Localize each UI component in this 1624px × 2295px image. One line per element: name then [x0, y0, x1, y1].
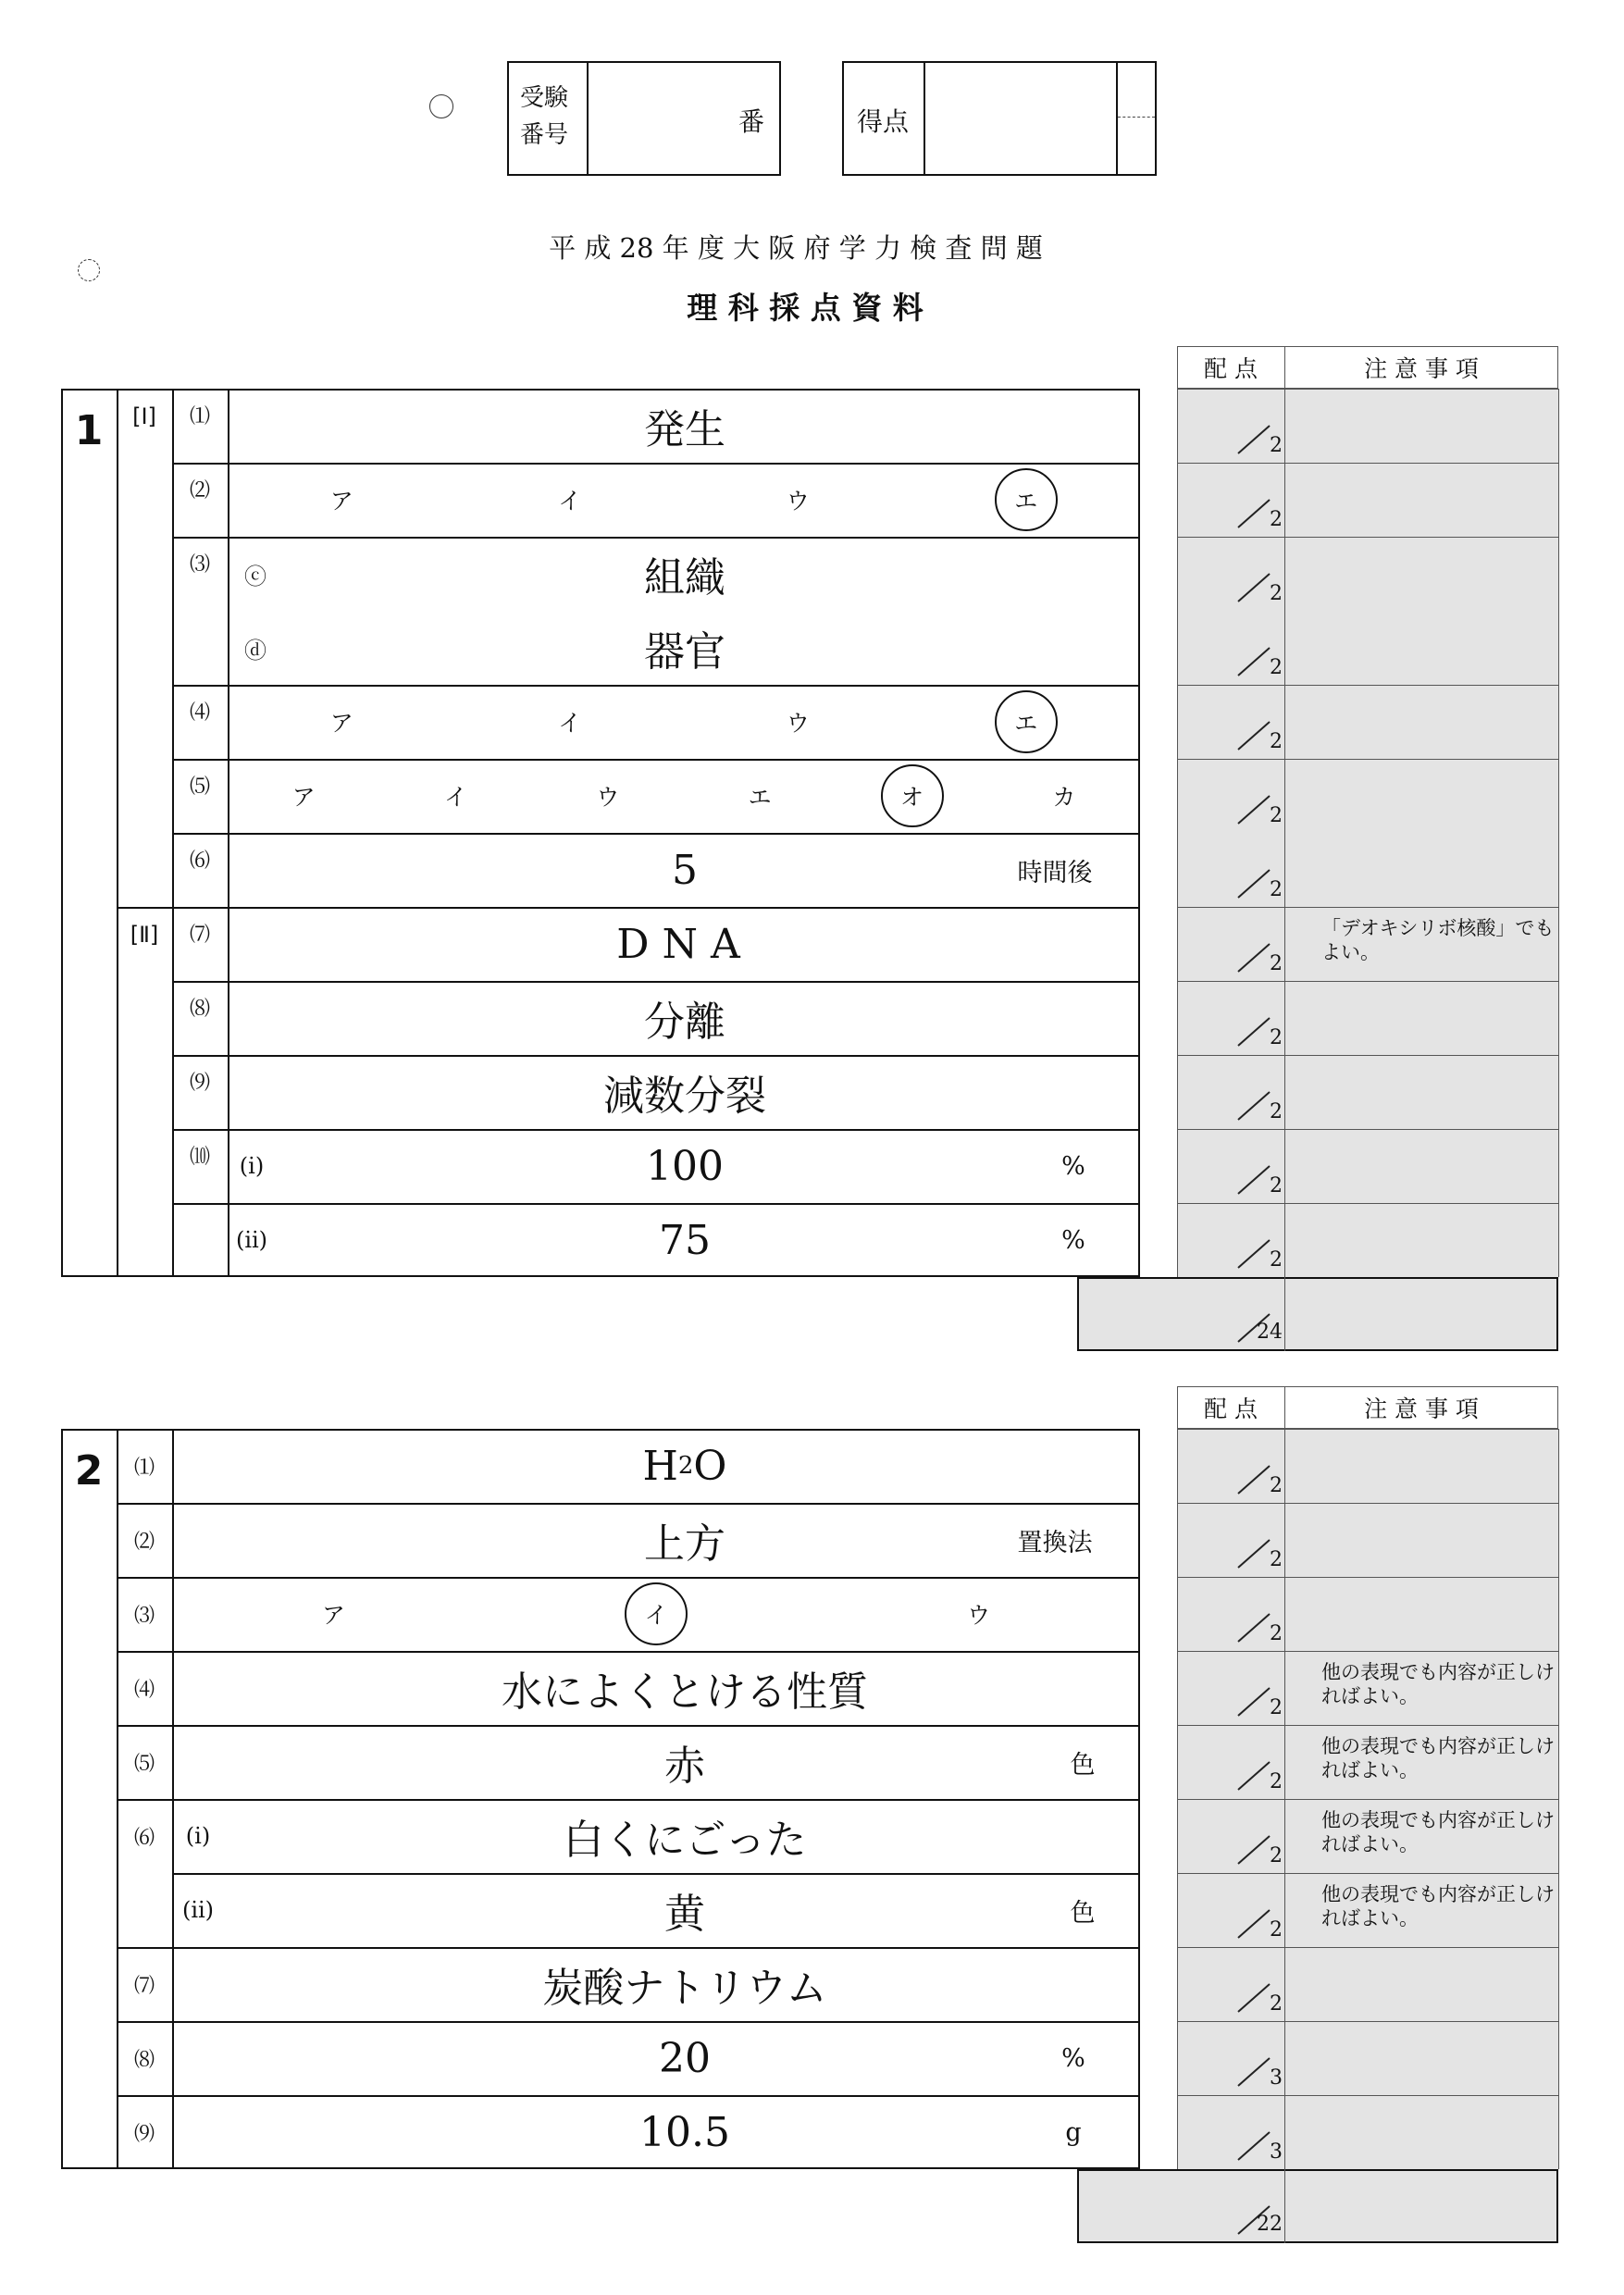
s2-q5-unit: 色	[1070, 1750, 1096, 1780]
s1-points-q1-points-cell	[1177, 389, 1558, 463]
s1-points-q3-points_c: 2	[1270, 581, 1283, 605]
s1-q5-number: ⑸	[189, 775, 210, 799]
s2-points-q9-points: 3	[1270, 2140, 1283, 2164]
s1-q7-note: 「デオキシリボ核酸」でもよい。	[1321, 917, 1555, 964]
s1-q5-choice-2[interactable]: イ	[443, 784, 467, 811]
s1-q10-i-answer: 100	[646, 1142, 724, 1190]
s1-q3-c-label: ⓒ	[244, 563, 267, 589]
s2-q1-answer-h: H	[642, 1442, 678, 1490]
punch-hole-left	[78, 259, 100, 281]
s2-points-q1-points-cell	[1177, 1429, 1558, 1503]
s2-total-points: 22	[1257, 2212, 1283, 2236]
s1-q2-choice-4-selected[interactable]: エ	[995, 468, 1058, 531]
s2-points-q6-points_i: 2	[1270, 1843, 1283, 1867]
s1-q4-number: ⑷	[189, 701, 210, 725]
s2-q2-unit: 置換法	[1017, 1528, 1093, 1557]
s1-q4-choice-1[interactable]: ア	[329, 710, 353, 737]
s2-q6-ii-note: 他の表現でも内容が正しければよい。	[1321, 1883, 1555, 1930]
s1-q2-choice-2[interactable]: イ	[558, 488, 582, 515]
s1-q3-c-answer: 組織	[644, 554, 725, 602]
s1-q9-answer: 減数分裂	[603, 1073, 766, 1120]
s2-points-q7-points-cell	[1177, 1947, 1558, 2021]
s2-points-q5-points: 2	[1270, 1769, 1283, 1793]
s2-q2-number: ⑵	[133, 1530, 155, 1554]
s1-q4-choice-4-selected[interactable]: エ	[995, 690, 1058, 753]
part2-label: [Ⅱ]	[130, 922, 159, 948]
s1-total-box	[1077, 1277, 1558, 1351]
s2-q5-number: ⑸	[133, 1752, 155, 1776]
s2-q2-answer: 上方	[644, 1520, 725, 1568]
s1-q10-ii-answer: 75	[659, 1216, 711, 1264]
s1-q7-number: ⑺	[189, 923, 210, 947]
s1-q6-answer: 5	[672, 846, 698, 894]
part1-label: [Ⅰ]	[132, 403, 156, 429]
s1-q6-number: ⑹	[189, 849, 210, 873]
s2-q9-answer: 10.5	[639, 2108, 730, 2156]
s1-points-q8-points-cell	[1177, 981, 1558, 1055]
score-box[interactable]	[842, 61, 1157, 176]
s2-points-q2-points: 2	[1270, 1547, 1283, 1571]
page-subtitle: 理 科 採 点 資 料	[687, 289, 924, 326]
s1-q10-i-unit: %	[1061, 1151, 1085, 1181]
s1-total-points: 24	[1257, 1320, 1283, 1344]
s2-q6-i-answer: 白くにごった	[563, 1817, 807, 1864]
s1-points-q10-points_ii-cell	[1177, 1203, 1558, 1277]
s2-q6-number: ⑹	[133, 1826, 155, 1850]
s1-q2-choice-3[interactable]: ウ	[786, 488, 810, 515]
s1-points-q4-points: 2	[1270, 729, 1283, 753]
s1-points-q9-points-cell	[1177, 1055, 1558, 1129]
s2-q6-i-note: 他の表現でも内容が正しければよい。	[1321, 1809, 1555, 1856]
s2-points-q7-points: 2	[1270, 1991, 1283, 2016]
s1-points-q2-points: 2	[1270, 507, 1283, 531]
s2-q8-unit: %	[1061, 2043, 1085, 2073]
s1-points-q3-points_d-cell	[1177, 611, 1558, 685]
s1-q6-unit: 時間後	[1017, 858, 1093, 887]
score-label: 得点	[857, 106, 910, 137]
s1-q4-choice-3[interactable]: ウ	[786, 710, 810, 737]
s2-points-q6-points_ii: 2	[1270, 1917, 1283, 1941]
page-title: 平 成 28 年 度 大 阪 府 学 力 検 査 問 題	[549, 231, 1043, 264]
s2-q9-number: ⑼	[133, 2122, 155, 2146]
s2-q6-i-label: (ⅰ)	[185, 1823, 211, 1849]
s1-points-q10-points_i-cell	[1177, 1129, 1558, 1203]
s2-points-q1-points: 2	[1270, 1473, 1283, 1497]
s1-points-q5-points_a: 2	[1270, 803, 1283, 827]
s2-q1-number: ⑴	[133, 1456, 155, 1480]
s1-points-q10-points_i: 2	[1270, 1173, 1283, 1197]
s2-q6-ii-unit: 色	[1070, 1898, 1096, 1928]
s2-points-q3-points: 2	[1270, 1621, 1283, 1645]
exam-number-suffix: 番	[738, 106, 765, 137]
s2-q8-number: ⑻	[133, 2048, 155, 2072]
s1-q3-d-answer: 器官	[644, 628, 725, 676]
s1-q1-answer: 発生	[644, 406, 725, 453]
s1-points-q7-points: 2	[1270, 951, 1283, 975]
s2-q1-answer-o: O	[693, 1442, 727, 1490]
section2-number: 2	[74, 1446, 104, 1495]
s1-points-q5-points_b-cell	[1177, 833, 1558, 907]
s1-q10-ii-label: (ⅱ)	[235, 1227, 268, 1253]
s1-q10-ii-unit: %	[1061, 1225, 1085, 1255]
s2-q4-answer: 水によくとける性質	[502, 1669, 868, 1716]
s2-points-q8-points: 3	[1270, 2066, 1283, 2090]
s1-q5-choice-5-selected[interactable]: オ	[881, 764, 944, 827]
s1-q4-choice-2[interactable]: イ	[558, 710, 582, 737]
s1-q5-choice-6[interactable]: カ	[1052, 784, 1076, 811]
s2-points-q8-points-cell	[1177, 2021, 1558, 2095]
s2-q6-ii-answer: 黄	[664, 1891, 705, 1938]
s2-points-q9-points-cell	[1177, 2095, 1558, 2169]
s1-points-q9-points: 2	[1270, 1099, 1283, 1123]
s2-total-box	[1077, 2169, 1558, 2243]
s2-q5-note: 他の表現でも内容が正しければよい。	[1321, 1735, 1555, 1782]
s1-q8-answer: 分離	[644, 999, 725, 1046]
s1-q5-choice-3[interactable]: ウ	[596, 784, 620, 811]
s2-q3-choice-2-selected[interactable]: イ	[625, 1582, 688, 1645]
s2-q3-choice-3[interactable]: ウ	[967, 1602, 991, 1629]
section1-number: 1	[74, 406, 104, 454]
s1-points-q3-points_d: 2	[1270, 655, 1283, 679]
exam-number-box[interactable]	[507, 61, 781, 176]
s2-q8-answer: 20	[659, 2034, 711, 2082]
punch-hole-top	[429, 94, 453, 118]
s1-q2-choice-1[interactable]: ア	[329, 488, 353, 515]
s1-points-q1-points: 2	[1270, 433, 1283, 457]
s1-q5-choice-1[interactable]: ア	[291, 784, 316, 811]
s1-q10-i-label: (ⅰ)	[239, 1153, 265, 1179]
s2-points-q4-points: 2	[1270, 1695, 1283, 1719]
s2-q7-answer: 炭酸ナトリウム	[542, 1965, 827, 2012]
s2-q3-choice-1[interactable]: ア	[321, 1602, 345, 1629]
exam-number-label: 受験 番号	[520, 84, 569, 149]
s2-q4-note: 他の表現でも内容が正しければよい。	[1321, 1661, 1555, 1708]
s2-q7-number: ⑺	[133, 1974, 155, 1998]
s1-q9-number: ⑼	[189, 1071, 210, 1095]
s1-points-q2-points-cell	[1177, 463, 1558, 537]
s2-points-q3-points-cell	[1177, 1577, 1558, 1651]
s1-q5-choice-4[interactable]: エ	[748, 784, 772, 811]
s2-q1-answer-sub: 2	[677, 1452, 694, 1480]
s2-q4-number: ⑷	[133, 1678, 155, 1702]
s1-q3-d-label: ⓓ	[244, 637, 267, 664]
s1-points-q3-points_c-cell	[1177, 537, 1558, 611]
s1-q7-answer: DNA	[616, 920, 753, 968]
s2-q3-number: ⑶	[133, 1604, 155, 1628]
s1-points-q8-points: 2	[1270, 1025, 1283, 1049]
s1-q3-number: ⑶	[189, 552, 210, 577]
s2-notes-column-header: 注 意 事 項	[1364, 1396, 1479, 1422]
s1-q2-number: ⑵	[189, 478, 210, 502]
s1-points-q5-points_b: 2	[1270, 877, 1283, 901]
s1-points-q4-points-cell	[1177, 685, 1558, 759]
s1-notes-column-header: 注 意 事 項	[1364, 355, 1479, 382]
s2-q5-answer: 赤	[664, 1743, 705, 1790]
s2-q1-answer	[555, 1429, 814, 1503]
s2-q6-ii-label: (ⅱ)	[181, 1897, 215, 1923]
s2-points-column-header: 配 点	[1204, 1396, 1258, 1422]
s1-points-column-header: 配 点	[1204, 355, 1258, 382]
s2-q9-unit: g	[1065, 2117, 1082, 2147]
s1-points-q5-points_a-cell	[1177, 759, 1558, 833]
s1-q8-number: ⑻	[189, 997, 210, 1021]
s1-q10-number: ⑽	[189, 1145, 210, 1169]
s2-points-q2-points-cell	[1177, 1503, 1558, 1577]
s1-q1-number: ⑴	[189, 404, 210, 428]
s1-points-q10-points_ii: 2	[1270, 1247, 1283, 1272]
